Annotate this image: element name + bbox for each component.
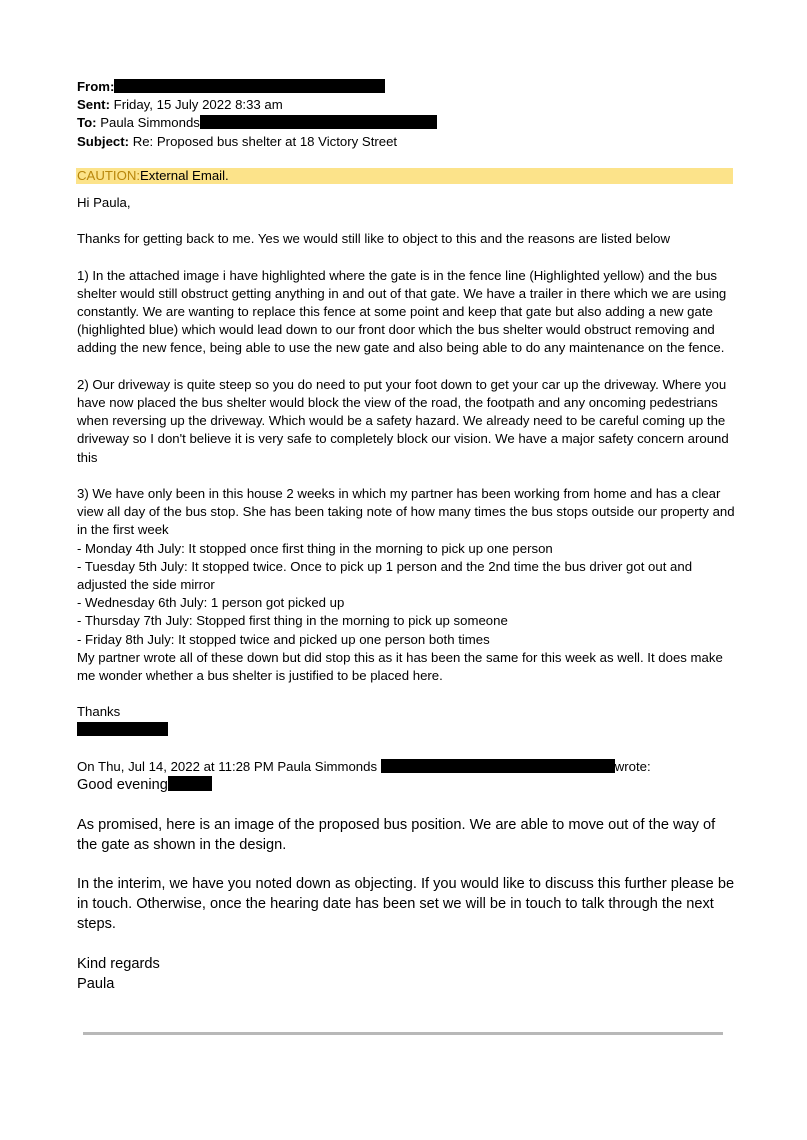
sent-value: Friday, 15 July 2022 8:33 am [109,97,283,113]
quoted-greeting-line [77,776,737,796]
quoted-attribution [77,758,737,776]
subject-value: Re: Proposed bus shelter at 18 Victory Street [129,133,398,149]
day-entry-friday: - Friday 8th July: It stopped twice and picked up one person both times [77,631,490,647]
redacted-recipient-name [168,776,212,791]
redacted-signature [77,722,168,736]
to-label: To: [77,115,97,131]
caution-tag: CAUTION: [77,167,141,183]
reply-intro: Thanks for getting back to me. Yes we would still like to object to this and the reasons are listed below [77,231,671,247]
external-email-banner [76,168,733,184]
quoted-name: Paula [77,975,115,992]
day-entry-tuesday: - Tuesday 5th July: It stopped twice. Once to pick up 1 person and the 2nd time the bus driver got out and adjusted the side mirror [77,558,693,593]
reply-greeting: Hi Paula, [77,194,131,210]
bottom-divider [83,1032,723,1035]
day-entry-wednesday: - Wednesday 6th July: 1 person got picked up [77,595,345,611]
to-value: Paula Simmonds [96,115,200,131]
caution-text: External Email. [140,167,229,183]
sent-line [77,96,737,114]
quoted-regards: Kind regards [77,955,160,972]
reply-point-2: 2) Our driveway is quite steep so you do need to put your foot down to get your car up the driveway. Where you have now placed the bus shelter would block the view of the road, the footpath and any oncoming pedestrians when reversing up the driveway. Which would be a safety hazard. We already need to be careful coming up the driveway so I don't believe it is very safe to completely block our vision. We have a major safety concern around this [77,376,729,465]
attribution-prefix: On Thu, Jul 14, 2022 at 11:28 PM Paula Simmonds [77,758,381,774]
sent-label: Sent: [77,97,110,113]
email-document [77,78,737,994]
quoted-paragraph-1: As promised, here is an image of the proposed bus position. We are able to move out of the way of the gate as shown in the design. [77,816,716,853]
reply-point-1: 1) In the attached image i have highlighted where the gate is in the fence line (Highlighted yellow) and the bus shelter would still obstruct getting anything in and out of that gate. We have a trailer in there which we are using constantly. We are wanting to replace this fence at some point and keep that gate but also adding a new gate (highlighted blue) which would lead down to our front door which the bus shelter would obstruct removing and adding the new fence, being able to use the new gate and also being able to do any maintenance on the fence. [77,267,727,356]
attribution-suffix: wrote: [614,758,651,774]
to-line [77,114,737,132]
redacted-paula-email [381,759,615,773]
day-entry-thursday: - Thursday 7th July: Stopped first thing in the morning to pick up someone [77,613,508,629]
quoted-paragraph-2: In the interim, we have you noted down as objecting. If you would like to discuss this further please be in touch. Otherwise, once the hearing date has been set we will be in touch to talk through the next steps. [77,876,735,932]
redacted-recipient-email [200,115,437,129]
reply-closing-note: My partner wrote all of these down but did stop this as it has been the same for this week as well. It does make me wonder whether a bus shelter is justified to be placed here. [77,649,723,684]
from-line [77,78,737,96]
subject-line [77,133,737,151]
quoted-greeting: Good evening [77,777,168,794]
redacted-sender [114,79,385,93]
reply-point-3: 3) We have only been in this house 2 weeks in which my partner has been working from home and has a clear view all day of the bus stop. She has been taking note of how many times the bus stops outside our property and in the first week [77,486,735,538]
reply-signoff: Thanks [77,704,121,720]
from-label: From: [77,79,115,94]
subject-label: Subject: [77,133,130,149]
day-entry-monday: - Monday 4th July: It stopped once first thing in the morning to pick up one person [77,540,553,556]
